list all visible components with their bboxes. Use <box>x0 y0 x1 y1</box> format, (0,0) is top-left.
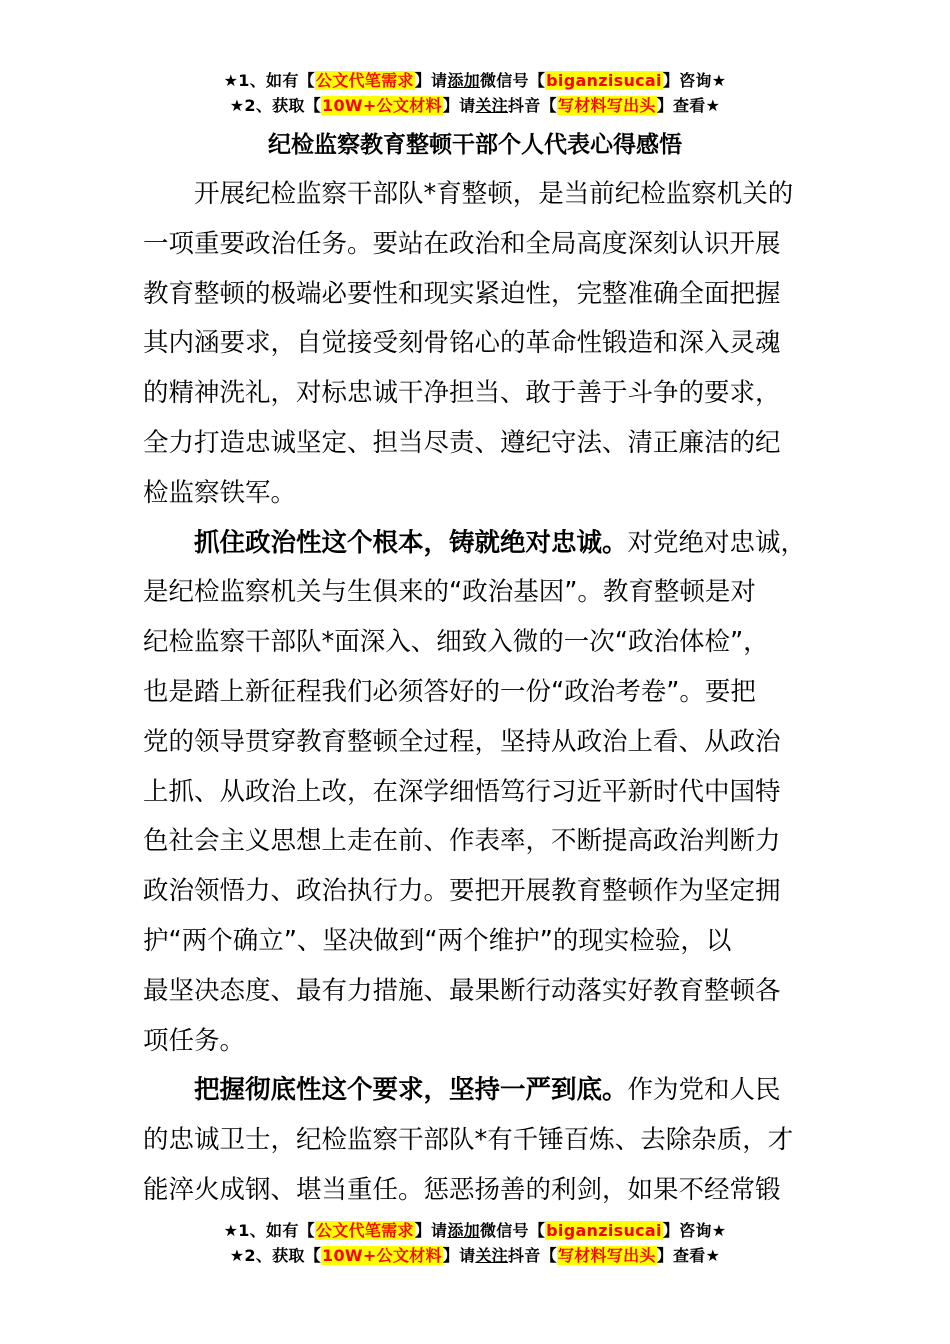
text-run: 作为党和人民 <box>627 1075 781 1106</box>
paragraph-2 <box>143 519 823 1067</box>
banner-text: 】咨询★ <box>662 1221 727 1240</box>
text-line: 的精神洗礼，对标忠诚干净担当、敢于善于斗争的要求， <box>143 378 781 409</box>
text-line: 政治领悟力、政治执行力。要把开展教育整顿作为坚定拥 <box>143 876 781 907</box>
banner-text: 抖音【 <box>507 1246 557 1265</box>
text-line: 项任务。 <box>143 1025 246 1056</box>
document-body <box>143 170 823 1216</box>
banner-line-1 <box>0 68 950 93</box>
banner-underline: 关注 <box>475 96 508 115</box>
banner-text: 】请 <box>414 71 448 90</box>
text-line: 是纪检监察机关与生俱来的“政治基因”。教育整顿是对 <box>143 577 756 608</box>
banner-line-2 <box>0 93 950 118</box>
banner-highlight: biganzisucai <box>546 1221 662 1240</box>
banner-text: 】查看★ <box>656 1246 721 1265</box>
banner-text: ★1、如有【 <box>223 71 315 90</box>
text-line: 能淬火成钢、堪当重任。惩恶扬善的利剑，如果不经常锻 <box>143 1174 781 1205</box>
text-line: 上抓、从政治上改，在深学细悟笃行习近平新时代中国特 <box>143 776 781 807</box>
text-line: 一项重要政治任务。要站在政治和全局高度深刻认识开展 <box>143 228 781 259</box>
banner-highlight: 写材料写出头 <box>557 1246 656 1265</box>
banner-text: 】查看★ <box>656 96 721 115</box>
text-line: 教育整顿的极端必要性和现实紧迫性，完整准确全面把握 <box>143 278 781 309</box>
text-run: 对党绝对忠诚， <box>627 527 807 558</box>
text-line: 也是踏上新征程我们必须答好的一份“政治考卷”。要把 <box>143 676 756 707</box>
text-line <box>143 519 823 569</box>
text-line: 最坚决态度、最有力措施、最果断行动落实好教育整顿各 <box>143 975 781 1006</box>
banner-underline: 添加 <box>447 71 480 90</box>
text-line: 开展纪检监察干部队*育整顿，是当前纪检监察机关的 <box>194 179 794 209</box>
text-line: 护“两个确立”、坚决做到“两个维护”的现实检验，以 <box>143 925 732 956</box>
text-line: 其内涵要求，自觉接受刻骨铭心的革命性锻造和深入灵魂 <box>143 328 781 359</box>
banner-text: 】请 <box>442 1246 476 1265</box>
text-line: 色社会主义思想上走在前、作表率，不断提高政治判断力 <box>143 826 781 857</box>
banner-highlight: biganzisucai <box>546 71 662 90</box>
banner-text: ★1、如有【 <box>223 1221 315 1240</box>
banner-text: 抖音【 <box>507 96 557 115</box>
banner-text: 微信号【 <box>479 1221 546 1240</box>
document-title: 纪检监察教育整顿干部个人代表心得感悟 <box>268 132 682 158</box>
banner-highlight: 10W+公文材料 <box>322 96 442 115</box>
text-line: 纪检监察干部队*面深入、细致入微的一次“政治体检”， <box>143 627 769 658</box>
banner-text: ★2、获取【 <box>229 1246 322 1265</box>
text-line: 全力打造忠诚坚定、担当尽责、遵纪守法、清正廉洁的纪 <box>143 427 781 458</box>
text-line: 党的领导贯穿教育整顿全过程，坚持从政治上看、从政治 <box>143 726 781 757</box>
banner-text: 】请 <box>442 96 476 115</box>
banner-line-1 <box>0 1218 950 1243</box>
banner-text: 微信号【 <box>479 71 546 90</box>
banner-highlight: 公文代笔需求 <box>315 71 414 90</box>
banner-text: ★2、获取【 <box>229 96 322 115</box>
paragraph-1 <box>143 170 823 519</box>
banner-text: 】请 <box>414 1221 448 1240</box>
paragraph-heading: 抓住政治性这个根本，铸就绝对忠诚。 <box>194 527 628 558</box>
text-line: 检监察铁军。 <box>143 477 297 508</box>
bottom-banner <box>0 1218 950 1268</box>
banner-highlight: 公文代笔需求 <box>315 1221 414 1240</box>
top-banner <box>0 68 950 118</box>
text-line: 的忠诚卫士，纪检监察干部队*有千锤百炼、去除杂质，才 <box>143 1125 794 1156</box>
banner-underline: 关注 <box>475 1246 508 1265</box>
paragraph-heading: 把握彻底性这个要求，坚持一严到底。 <box>194 1075 628 1106</box>
banner-line-2 <box>0 1243 950 1268</box>
banner-underline: 添加 <box>447 1221 480 1240</box>
paragraph-3 <box>143 1066 823 1215</box>
banner-highlight: 10W+公文材料 <box>322 1246 442 1265</box>
banner-highlight: 写材料写出头 <box>557 96 656 115</box>
banner-text: 】咨询★ <box>662 71 727 90</box>
text-line <box>143 1066 823 1116</box>
